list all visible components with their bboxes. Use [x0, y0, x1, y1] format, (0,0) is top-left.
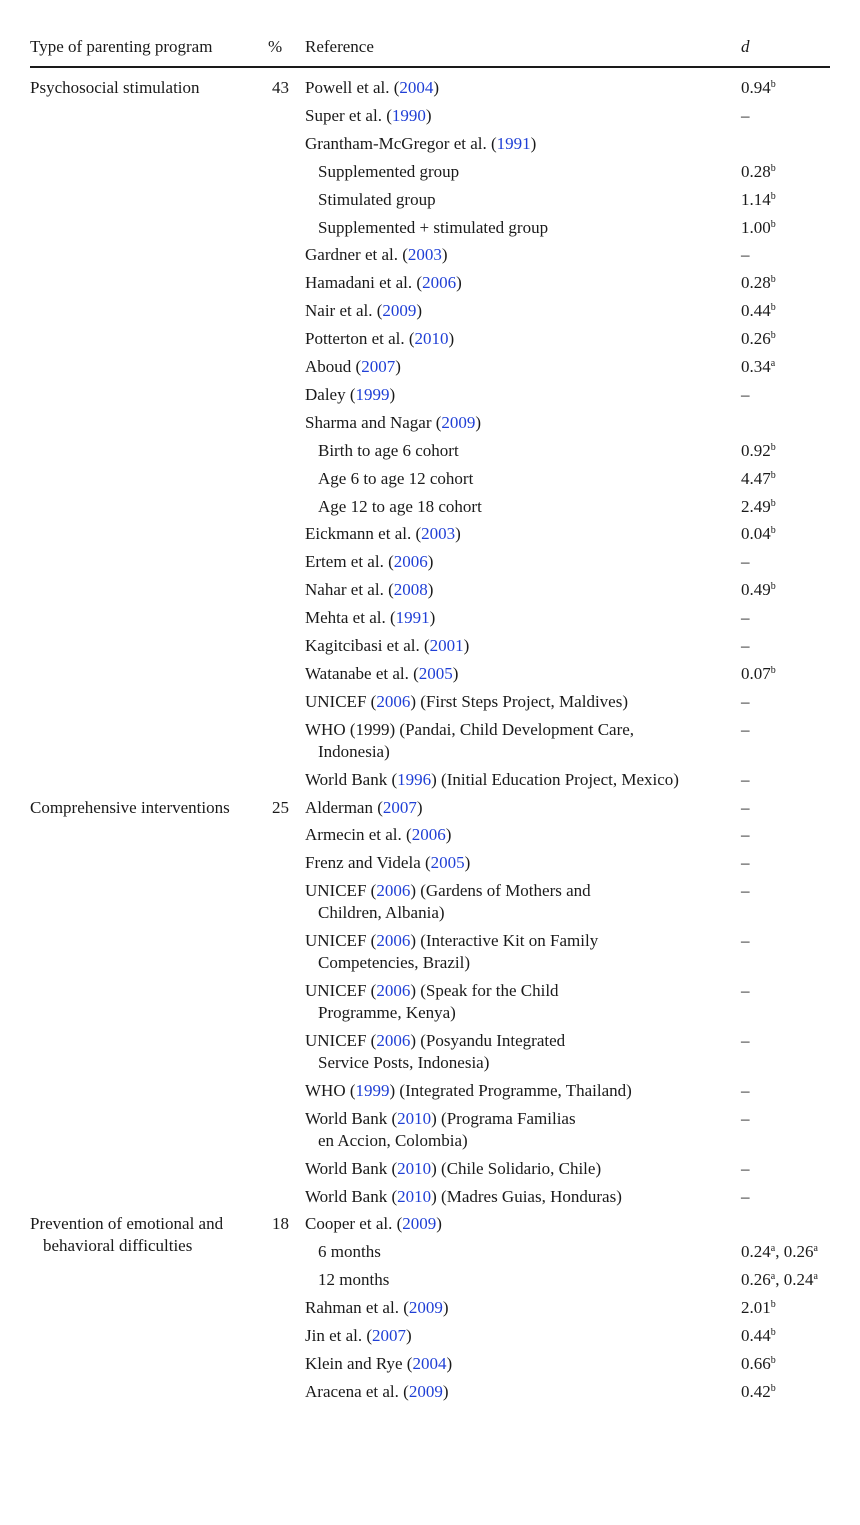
reference-text: ) — [442, 1298, 449, 1318]
reference-text: UNICEF ( — [305, 1030, 377, 1050]
effect-size-value: 1.00 — [741, 217, 771, 237]
effect-size-d — [741, 161, 776, 183]
reference-year-link[interactable]: 2001 — [429, 636, 464, 655]
reference-text: ) — [445, 825, 452, 845]
effect-size-value: – — [741, 1080, 750, 1100]
reference-year-link[interactable]: 2006 — [411, 825, 446, 845]
effect-size-d — [741, 1325, 776, 1347]
header-d: d — [741, 37, 750, 56]
reference-cell — [305, 523, 461, 545]
reference-cell — [305, 133, 536, 155]
reference-cell — [305, 769, 679, 791]
reference-text: Age 6 to age 12 cohort — [318, 468, 474, 488]
reference-text: Frenz and Videla ( — [305, 853, 431, 873]
reference-text: Watanabe et al. ( — [305, 663, 419, 683]
reference-cell — [305, 1186, 622, 1208]
effect-size-value: 0.92 — [741, 440, 771, 460]
effect-size-value: – — [741, 105, 750, 125]
effect-size-footnote: b — [770, 330, 776, 342]
header-percent: % — [268, 37, 283, 56]
reference-text: ) (Gardens of Mothers and — [410, 881, 591, 901]
effect-size-d — [741, 300, 776, 322]
effect-size-value: 0.28 — [741, 273, 771, 293]
effect-size-d — [741, 189, 776, 211]
effect-size-value: 0.49 — [741, 580, 771, 600]
effect-size-value: – — [741, 384, 750, 404]
effect-size-footnote: b — [770, 525, 776, 537]
reference-text: Alderman ( — [305, 797, 383, 817]
reference-text: Klein and Rye ( — [305, 1353, 413, 1373]
effect-size-d — [741, 1241, 818, 1263]
reference-text: ) (First Steps Project, Maldives) — [410, 691, 628, 711]
effect-size-footnote: b — [770, 1354, 776, 1366]
reference-text: World Bank ( — [305, 1158, 398, 1178]
effect-size-d — [741, 635, 750, 657]
effect-size-d — [741, 468, 776, 490]
reference-text: ) — [464, 853, 471, 873]
reference-text: ) — [446, 1353, 453, 1373]
reference-year-link[interactable]: 2007 — [372, 1326, 407, 1345]
effect-size-d — [741, 691, 750, 713]
effect-size-value: 0.66 — [741, 1353, 771, 1373]
reference-text: Birth to age 6 cohort — [318, 440, 459, 460]
effect-size-value: , 0.26 — [775, 1242, 814, 1262]
reference-cell — [305, 551, 433, 573]
reference-continuation: en Accion, Colombia) — [318, 1130, 468, 1150]
effect-size-footnote: a — [813, 1271, 818, 1283]
header-rule — [30, 66, 830, 68]
effect-size-value: – — [741, 1186, 750, 1206]
effect-size-d — [741, 356, 775, 378]
program-type: Psychosocial stimulation — [30, 78, 200, 97]
effect-size-d — [741, 930, 750, 952]
effect-size-value: – — [741, 1030, 750, 1050]
effect-size-d — [741, 1297, 776, 1319]
reference-year-link[interactable]: 2006 — [393, 552, 428, 572]
effect-size-footnote: b — [770, 1327, 776, 1338]
reference-text: ) — [436, 1214, 442, 1234]
effect-size-d — [741, 880, 750, 902]
effect-size-value: – — [741, 1108, 750, 1128]
reference-text: ) — [416, 301, 423, 321]
reference-text: Cooper et al. ( — [305, 1214, 403, 1234]
reference-text: 12 months — [318, 1270, 390, 1290]
reference-text: UNICEF ( — [305, 931, 377, 951]
effect-size-value: – — [741, 797, 750, 817]
reference-cell — [305, 1353, 452, 1375]
reference-year-link[interactable]: 2010 — [414, 329, 449, 349]
reference-cell — [305, 105, 432, 127]
effect-size-d — [741, 496, 776, 518]
reference-cell — [305, 217, 548, 239]
reference-text: Rahman et al. ( — [305, 1298, 409, 1318]
reference-cell — [305, 1080, 632, 1102]
reference-text: Supplemented + stimulated group — [318, 217, 549, 237]
reference-text: ) — [452, 663, 459, 683]
program-type: Comprehensive interventions — [30, 797, 230, 817]
effect-size-value: – — [741, 981, 750, 1000]
reference-text: Gardner et al. ( — [305, 245, 408, 265]
reference-cell — [305, 161, 459, 183]
reference-cell — [305, 440, 459, 462]
program-percent: 25 — [272, 797, 289, 817]
reference-continuation: Programme, Kenya) — [318, 1003, 456, 1022]
reference-cell — [305, 77, 439, 99]
reference-year-link[interactable]: 2005 — [430, 853, 465, 873]
effect-size-d — [741, 1108, 750, 1130]
effect-size-value: – — [741, 853, 750, 873]
effect-size-d — [741, 1186, 750, 1208]
reference-year-link[interactable]: 2004 — [412, 1353, 447, 1373]
reference-cell — [305, 412, 481, 434]
reference-year-link[interactable]: 2010 — [397, 1186, 432, 1206]
effect-size-value: 0.44 — [741, 1326, 771, 1345]
reference-text: Aboud ( — [305, 357, 362, 376]
reference-cell — [305, 1213, 442, 1235]
reference-cell — [305, 930, 598, 952]
effect-size-d — [741, 1030, 750, 1052]
reference-text: Ertem et al. ( — [305, 552, 394, 572]
reference-text: Potterton et al. ( — [305, 329, 415, 349]
reference-cell — [305, 980, 559, 1002]
reference-text: Supplemented group — [318, 161, 460, 181]
effect-size-d — [741, 217, 776, 239]
effect-size-d — [741, 77, 776, 99]
effect-size-d — [741, 1381, 776, 1403]
reference-text: Hamadani et al. ( — [305, 273, 423, 293]
effect-size-d — [741, 244, 750, 266]
effect-size-value: – — [741, 636, 750, 655]
reference-text: Age 12 to age 18 cohort — [318, 496, 482, 516]
effect-size-footnote: b — [770, 441, 776, 453]
effect-size-d — [741, 272, 776, 294]
reference-cell — [305, 272, 462, 294]
reference-year-link[interactable]: 2005 — [418, 663, 453, 683]
reference-cell — [305, 468, 473, 490]
effect-size-value: 0.07 — [741, 663, 771, 683]
reference-cell — [305, 384, 395, 406]
effect-size-value: 0.94 — [741, 78, 771, 97]
reference-cell — [305, 1381, 449, 1403]
effect-size-value: 0.26 — [741, 329, 771, 349]
reference-year-link[interactable]: 2006 — [376, 981, 411, 1000]
reference-cell — [305, 300, 422, 322]
reference-cell — [305, 1030, 565, 1052]
reference-text: ) (Speak for the Child — [410, 981, 559, 1000]
reference-cell — [305, 1108, 576, 1130]
reference-year-link[interactable]: 2006 — [376, 881, 411, 901]
reference-continuation: Service Posts, Indonesia) — [318, 1052, 490, 1072]
reference-text: ) — [406, 1326, 412, 1345]
effect-size-d — [741, 1269, 818, 1291]
reference-text: Armecin et al. ( — [305, 825, 412, 845]
effect-size-value: – — [741, 552, 750, 572]
reference-text: ) — [530, 133, 537, 153]
effect-size-value: 2.49 — [741, 496, 771, 516]
reference-cell — [305, 356, 401, 378]
reference-continuation: Children, Albania) — [318, 903, 445, 923]
effect-size-footnote: b — [770, 469, 776, 481]
reference-cell — [305, 328, 454, 350]
effect-size-value: – — [741, 245, 750, 265]
reference-text: ) — [389, 384, 396, 404]
table-header — [30, 36, 830, 60]
reference-year-link[interactable]: 2009 — [402, 1214, 437, 1234]
reference-text: Sharma and Nagar ( — [305, 412, 442, 432]
reference-text: Nair et al. ( — [305, 301, 383, 321]
effect-size-value: 2.01 — [741, 1298, 771, 1318]
reference-cell — [305, 244, 448, 266]
effect-size-d — [741, 797, 750, 819]
reference-year-link[interactable]: 2003 — [407, 245, 442, 265]
reference-year-link[interactable]: 2010 — [397, 1158, 432, 1178]
effect-size-value: 0.26 — [741, 1270, 771, 1290]
effect-size-value: – — [741, 1158, 750, 1178]
reference-text: ) — [395, 357, 401, 376]
reference-text: ) (Madres Guias, Honduras) — [431, 1186, 622, 1206]
effect-size-value: – — [741, 881, 750, 901]
reference-year-link[interactable]: 2009 — [408, 1381, 443, 1401]
reference-year-link[interactable]: 2007 — [361, 357, 396, 376]
reference-cell — [305, 691, 628, 713]
effect-size-d — [741, 1080, 750, 1102]
effect-size-footnote: a — [770, 1243, 776, 1255]
reference-year-link[interactable]: 1991 — [496, 133, 531, 153]
reference-year-link[interactable]: 2008 — [393, 580, 428, 600]
effect-size-d — [741, 663, 776, 685]
effect-size-d — [741, 105, 750, 127]
effect-size-footnote: b — [770, 162, 776, 174]
reference-year-link[interactable]: 1991 — [395, 608, 430, 628]
reference-text: ) — [441, 245, 448, 265]
reference-text: ) — [429, 608, 436, 628]
reference-text: ) (Interactive Kit on Family — [410, 931, 599, 951]
reference-cell — [305, 797, 423, 819]
reference-text: WHO (1999) (Pandai, Child Development Care, — [305, 719, 635, 739]
effect-size-footnote: b — [770, 1382, 776, 1394]
effect-size-footnote: b — [770, 497, 776, 509]
reference-text: ) — [463, 636, 470, 655]
reference-year-link[interactable]: 2004 — [399, 78, 434, 97]
reference-text: UNICEF ( — [305, 691, 377, 711]
effect-size-value: 0.34 — [741, 357, 771, 376]
reference-year-link[interactable]: 2009 — [408, 1298, 443, 1318]
effect-size-footnote: b — [770, 1299, 776, 1311]
effect-size-d — [741, 824, 750, 846]
reference-text: ) — [425, 105, 432, 125]
effect-size-d — [741, 384, 750, 406]
effect-size-value: , 0.24 — [775, 1270, 814, 1290]
reference-text: ) (Initial Education Project, Mexico) — [431, 769, 679, 789]
effect-size-d — [741, 579, 776, 601]
reference-year-link[interactable]: 2010 — [397, 1108, 432, 1128]
reference-text: UNICEF ( — [305, 981, 377, 1000]
effect-size-value: – — [741, 719, 750, 739]
effect-size-d — [741, 980, 750, 1002]
effect-size-d — [741, 607, 750, 629]
effect-size-d — [741, 1158, 750, 1180]
effect-size-footnote: b — [770, 664, 776, 676]
reference-year-link[interactable]: 2006 — [376, 691, 411, 711]
effect-size-d — [741, 523, 776, 545]
reference-cell — [305, 719, 634, 741]
reference-text: ) — [456, 273, 462, 293]
reference-year-link[interactable]: 2009 — [382, 301, 417, 321]
effect-size-footnote: a — [770, 1271, 776, 1283]
reference-text: ) — [433, 78, 440, 97]
effect-size-d — [741, 328, 776, 350]
effect-size-value: 0.44 — [741, 301, 771, 321]
reference-year-link[interactable]: 1999 — [355, 1080, 390, 1100]
effect-size-d — [741, 440, 776, 462]
reference-year-link[interactable]: 2006 — [376, 931, 411, 951]
reference-cell — [305, 496, 482, 518]
reference-text: Mehta et al. ( — [305, 608, 396, 628]
effect-size-footnote: b — [770, 190, 776, 202]
effect-size-d — [741, 1353, 776, 1375]
program-percent: 18 — [272, 1214, 289, 1234]
reference-cell — [305, 1241, 381, 1263]
effect-size-value: – — [741, 931, 750, 951]
program-type: Prevention of emotional and — [30, 1214, 224, 1234]
effect-size-value: – — [741, 769, 750, 789]
effect-size-d — [741, 719, 750, 741]
effect-size-footnote: b — [770, 79, 776, 90]
reference-text: ) — [427, 580, 434, 600]
reference-cell — [305, 880, 591, 902]
reference-continuation: Competencies, Brazil) — [318, 953, 471, 973]
reference-text: Daley ( — [305, 384, 356, 404]
reference-text: World Bank ( — [305, 1108, 398, 1128]
header-type: Type of parenting program — [30, 37, 213, 56]
effect-size-value: – — [741, 691, 750, 711]
effect-size-value: 4.47 — [741, 468, 771, 488]
reference-text: 6 months — [318, 1242, 381, 1262]
reference-text: ) (Integrated Programme, Thailand) — [389, 1080, 632, 1100]
program-percent: 43 — [272, 78, 289, 97]
reference-text: ) (Posyandu Integrated — [410, 1030, 566, 1050]
reference-text: ) — [455, 524, 461, 544]
reference-year-link[interactable]: 1996 — [397, 769, 432, 789]
reference-text: ) — [448, 329, 455, 349]
reference-year-link[interactable]: 2009 — [441, 412, 476, 432]
reference-text: WHO ( — [305, 1080, 356, 1100]
reference-cell — [305, 1158, 601, 1180]
reference-text: Powell et al. ( — [305, 78, 400, 97]
effect-size-value: 0.24 — [741, 1242, 771, 1262]
reference-cell — [305, 663, 458, 685]
reference-year-link[interactable]: 2007 — [382, 797, 417, 817]
effect-size-footnote: a — [813, 1243, 818, 1255]
reference-text: ) — [416, 797, 423, 817]
reference-text: Jin et al. ( — [305, 1326, 373, 1345]
effect-size-value: – — [741, 608, 750, 628]
reference-cell — [305, 1325, 412, 1347]
effect-size-value: 0.28 — [741, 161, 771, 181]
reference-text: UNICEF ( — [305, 881, 377, 901]
reference-text: Kagitcibasi et al. ( — [305, 636, 430, 655]
reference-text: ) (Programa Familias — [431, 1108, 576, 1128]
reference-text: ) — [475, 412, 482, 432]
reference-cell — [305, 1269, 389, 1291]
reference-text: Super et al. ( — [305, 105, 392, 125]
effect-size-d — [741, 551, 750, 573]
effect-size-footnote: b — [770, 581, 776, 593]
effect-size-footnote: b — [770, 218, 776, 230]
reference-text: ) — [442, 1381, 449, 1401]
effect-size-d — [741, 852, 750, 874]
effect-size-d — [741, 769, 750, 791]
reference-year-link[interactable]: 1999 — [355, 384, 390, 404]
effect-size-footnote: b — [770, 274, 776, 286]
effect-size-value: – — [741, 825, 750, 845]
reference-cell — [305, 852, 470, 874]
reference-continuation: Indonesia) — [318, 741, 390, 761]
reference-text: World Bank ( — [305, 1186, 398, 1206]
reference-cell — [305, 635, 469, 657]
reference-text: Eickmann et al. ( — [305, 524, 422, 544]
effect-size-value: 0.04 — [741, 524, 771, 544]
reference-cell — [305, 824, 451, 846]
effect-size-value: 0.42 — [741, 1381, 771, 1401]
reference-text: World Bank ( — [305, 769, 398, 789]
reference-cell — [305, 1297, 449, 1319]
reference-text: Grantham-McGregor et al. ( — [305, 133, 497, 153]
effect-size-footnote: a — [770, 358, 776, 369]
effect-size-footnote: b — [770, 302, 776, 314]
reference-text: Nahar et al. ( — [305, 580, 394, 600]
header-reference: Reference — [305, 37, 374, 56]
reference-cell — [305, 579, 433, 601]
reference-text: ) — [427, 552, 434, 572]
reference-year-link[interactable]: 2006 — [376, 1030, 411, 1050]
reference-year-link[interactable]: 2006 — [422, 273, 457, 293]
effect-size-value: 1.14 — [741, 189, 771, 209]
reference-text: Aracena et al. ( — [305, 1381, 409, 1401]
reference-year-link[interactable]: 1990 — [391, 105, 426, 125]
reference-text: ) (Chile Solidario, Chile) — [431, 1158, 602, 1178]
reference-cell — [305, 189, 436, 211]
reference-year-link[interactable]: 2003 — [421, 524, 456, 544]
reference-text: Stimulated group — [318, 189, 436, 209]
program-type: behavioral difficulties — [43, 1236, 193, 1256]
reference-cell — [305, 607, 435, 629]
